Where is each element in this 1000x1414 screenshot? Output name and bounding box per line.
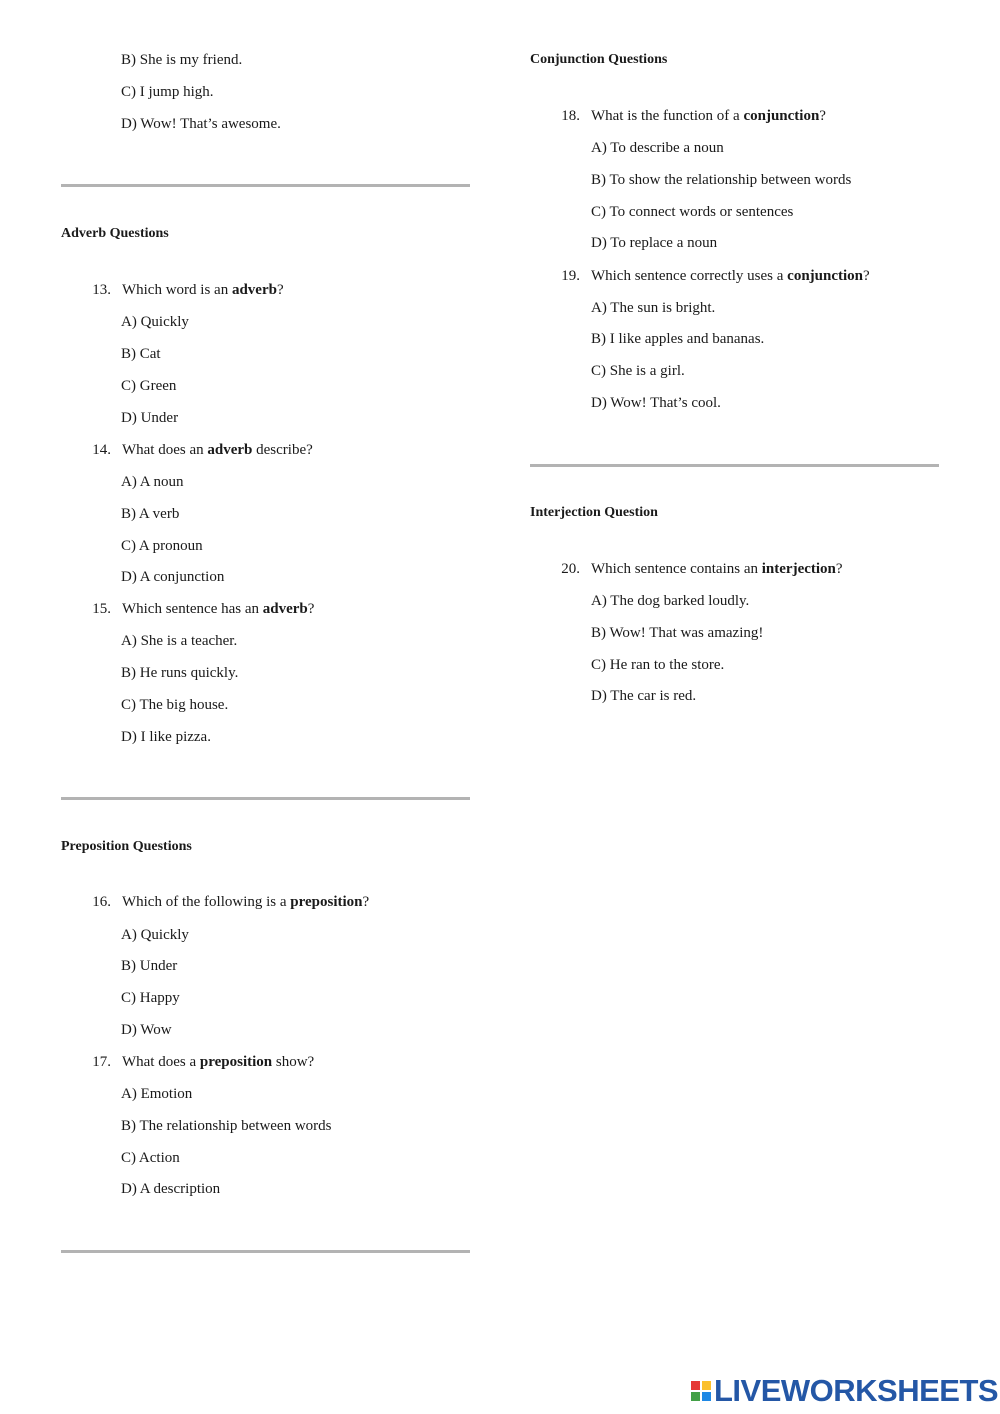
question-text: Which word is an (121, 282, 232, 298)
option: D) Under (121, 410, 179, 426)
option: A) Quickly (121, 314, 189, 330)
logo-square-blue (702, 1392, 711, 1401)
logo-square-red (691, 1381, 700, 1390)
option: C) To connect words or sentences (591, 204, 794, 220)
option: B) The relationship between words (121, 1118, 332, 1134)
option: D) The car is red. (591, 688, 697, 704)
question-20 (550, 560, 843, 578)
question-13 (81, 281, 284, 299)
option: C) I jump high. (121, 84, 214, 100)
question-number: 18. (561, 108, 580, 124)
question-text: What is the function of a (590, 108, 744, 124)
question-keyword: conjunction (743, 108, 820, 124)
question-14 (81, 441, 313, 459)
option: A) A noun (121, 474, 184, 490)
option: B) Under (121, 958, 178, 974)
question-keyword: preposition (199, 1054, 273, 1070)
option: B) Wow! That was amazing! (591, 625, 764, 641)
option: A) Quickly (121, 927, 189, 943)
section-heading-adverb: Adverb Questions (61, 226, 169, 241)
option: C) She is a girl. (591, 363, 685, 379)
option: B) Cat (121, 346, 161, 362)
option: D) To replace a noun (591, 235, 718, 251)
question-text: What does an (121, 442, 208, 458)
section-heading-preposition: Preposition Questions (61, 839, 192, 854)
question-number: 14. (92, 442, 111, 458)
question-17 (81, 1053, 314, 1071)
question-number: 19. (561, 268, 580, 284)
question-15 (81, 600, 314, 618)
option: D) A conjunction (121, 569, 225, 585)
question-text-end: show? (272, 1054, 315, 1070)
question-keyword: adverb (231, 282, 277, 298)
liveworksheets-wordmark: LIVEWORKSHEETS (714, 1373, 999, 1408)
option: C) Green (121, 378, 177, 394)
question-text: What does a (121, 1054, 200, 1070)
option: D) Wow! That’s awesome. (121, 116, 281, 132)
section-divider (61, 1250, 470, 1253)
option: D) I like pizza. (121, 729, 211, 745)
question-keyword: interjection (761, 561, 836, 577)
logo-square-yellow (702, 1381, 711, 1390)
question-keyword: preposition (290, 894, 363, 910)
option: D) Wow! That’s cool. (591, 395, 721, 411)
question-keyword: conjunction (787, 268, 863, 284)
liveworksheets-logo[interactable] (691, 1374, 998, 1408)
logo-square-green (691, 1392, 700, 1401)
question-number: 15. (92, 601, 111, 617)
option: C) He ran to the store. (591, 657, 725, 673)
option: A) The dog barked loudly. (591, 593, 750, 609)
question-number: 20. (561, 561, 580, 577)
section-divider (61, 797, 470, 800)
question-number: 16. (92, 894, 111, 910)
question-text: Which sentence has an (121, 601, 263, 617)
option: D) A description (121, 1181, 221, 1197)
section-divider (530, 464, 939, 467)
option: A) The sun is bright. (591, 300, 716, 316)
option: B) To show the relationship between words (591, 172, 852, 188)
question-text-end: ? (863, 268, 870, 284)
section-heading-interjection: Interjection Question (530, 505, 658, 520)
question-19 (550, 267, 870, 285)
option: C) Happy (121, 990, 180, 1006)
question-text: Which of the following is a (121, 894, 291, 910)
question-text-end: ? (307, 601, 315, 617)
option: A) She is a teacher. (121, 633, 238, 649)
question-text-end: ? (819, 108, 826, 124)
option: B) He runs quickly. (121, 665, 239, 681)
section-heading-conjunction: Conjunction Questions (530, 52, 668, 67)
question-16 (81, 893, 369, 911)
option: B) A verb (121, 506, 180, 522)
question-18 (550, 107, 826, 125)
liveworksheets-logo-icon (691, 1381, 711, 1401)
question-text-end: ? (362, 894, 370, 910)
option: C) A pronoun (121, 538, 203, 554)
section-divider (61, 184, 470, 187)
option: C) Action (121, 1150, 180, 1166)
option: B) I like apples and bananas. (591, 331, 765, 347)
question-text-end: ? (835, 561, 843, 577)
option: A) Emotion (121, 1086, 193, 1102)
question-text-end: describe? (252, 442, 313, 458)
question-number: 17. (92, 1054, 111, 1070)
option: B) She is my friend. (121, 52, 243, 68)
option: A) To describe a noun (591, 140, 724, 156)
question-number: 13. (92, 282, 111, 298)
question-keyword: adverb (262, 601, 308, 617)
question-text: Which sentence contains an (590, 561, 762, 577)
option: D) Wow (121, 1022, 172, 1038)
question-text: Which sentence correctly uses a (590, 268, 788, 284)
question-keyword: adverb (207, 442, 253, 458)
option: C) The big house. (121, 697, 229, 713)
question-text-end: ? (276, 282, 284, 298)
